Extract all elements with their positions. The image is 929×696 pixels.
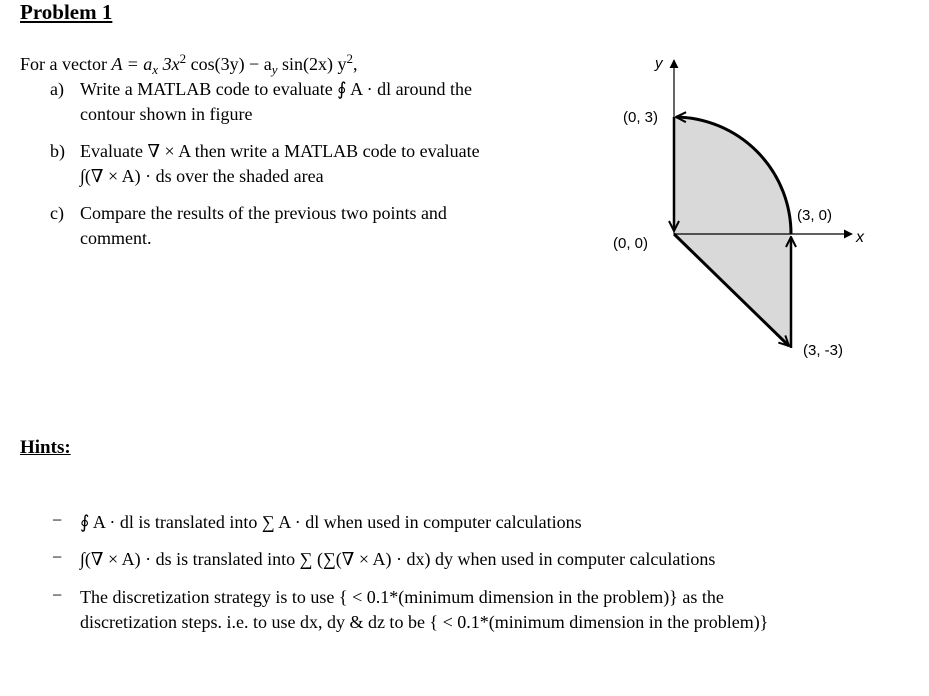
hint-1-text: ∮ A · dl is translated into ∑ A · dl when used in computer calculations (80, 512, 582, 532)
part-b-line2: ∫(∇ × A) · ds over the shaded area (80, 166, 324, 186)
hints-title: Hints: (20, 437, 71, 458)
intro-term2: cos(3y) − a (186, 54, 272, 74)
hint-3-line2: discretization steps. i.e. to use dx, dy & dz to be { < 0.1*(minimum dimension in the problem)} (80, 612, 769, 632)
problem-title: Problem 1 (20, 0, 113, 24)
hint-1-dash: − (52, 510, 63, 530)
intro-sup-2a: 2 (179, 51, 187, 66)
hint-2-dash: − (52, 547, 63, 567)
intro-term1: 3x (158, 54, 180, 74)
part-a-line1: Write a MATLAB code to evaluate ∮ A · dl around the (80, 79, 473, 99)
hint-2-text: ∫(∇ × A) · ds is translated into ∑ (∑(∇ × A) · dx) dy when used in computer calculations (80, 549, 716, 569)
point-0-0: (0, 0) (613, 235, 649, 252)
hint-3-dash: − (52, 585, 63, 605)
part-a-label: a) (50, 79, 64, 99)
intro-tail: , (352, 54, 358, 74)
part-b-line1: Evaluate ∇ × A then write a MATLAB code to evaluate (80, 141, 480, 161)
part-a-line2: contour shown in figure (80, 104, 253, 124)
contour-figure (590, 40, 890, 370)
intro-math-a: A = a (111, 54, 153, 74)
intro-term3: sin(2x) y (277, 54, 347, 74)
y-axis-label: y (655, 55, 663, 72)
point-3-neg3: (3, -3) (803, 342, 844, 359)
intro-sub-x: x (152, 62, 159, 77)
intro-sup-2b: 2 (346, 51, 353, 66)
shaded-area (674, 117, 791, 348)
point-0-3: (0, 3) (623, 109, 659, 126)
point-3-0: (3, 0) (797, 207, 833, 224)
part-c-label: c) (50, 203, 64, 223)
part-c-line1: Compare the results of the previous two points and (80, 203, 447, 223)
part-c-line2: comment. (80, 228, 152, 248)
part-b-label: b) (50, 141, 65, 161)
hint-3-line1: The discretization strategy is to use { < 0.1*(minimum dimension in the problem)} as the (80, 587, 724, 607)
x-axis-label: x (856, 229, 864, 246)
intro-prefix: For a vector (20, 54, 112, 74)
intro-sub-y: y (271, 62, 278, 77)
